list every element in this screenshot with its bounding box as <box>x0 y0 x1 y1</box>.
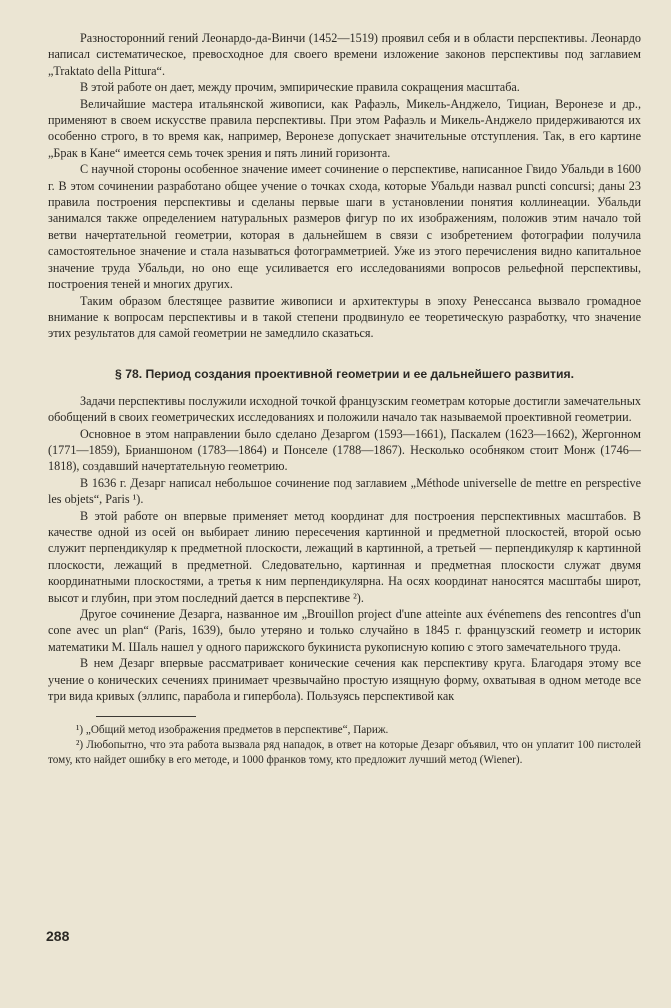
bottom-text-block <box>48 393 641 705</box>
footnote: ²) Любопытно, что эта работа вызвала ряд нападок, в ответ на которые Дезарг объявил, что он уплатит 100 пистолей тому, кто найдет ошибку в его методе, и 1000 франков тому, кто предложит лучший метод (Wiener). <box>48 739 641 767</box>
paragraph: Другое сочинение Дезарга, названное им „Brouillon project d'une atteinte aux événemens des rencontres d'un cone avec un plan“ (Paris, 1639), было утеряно и только случайно в 1845 г. французский геометр и историк математики М. Шаль нашел у одного парижского букиниста рукописную копию с этого замечательного труда. <box>48 607 641 654</box>
footnote: ¹) „Общий метод изображения предметов в перспективе“, Париж. <box>76 724 389 737</box>
paragraph: В этой работе он дает, между прочим, эмпирические правила сокращения масштаба. <box>80 80 520 95</box>
paragraph: С научной стороны особенное значение имеет сочинение о перспективе, написанное Гвидо Убальди в 1600 г. В этом сочинении разработано общее учение о точках схода, которые Убальди назвал puncti concursi; даны 23 правила построения перспективы и сделаны первые шаги в установлении понятия коллинеации. Убальди занимался также определением натуральных размеров фигур по их изображениям, положив этим начало той ветви начертательной геометрии, которая в дальнейшем в связи с изобретением фотографии получила самостоятельное значение и стала называться фотограмметрией. Уже из этого перечисления видно капитальное значение труда Убальди, но оно еще усиливается его исследованиями вопросов рельефной перспективы, построения теней и многих других. <box>48 162 641 292</box>
paragraph: В этой работе он впервые применяет метод координат для построения перспективных масштабов. В качестве одной из осей он выбирает линию пересечения картинной и предметной плоскостей, второй осью служит перпендикуляр к предметной плоскости, лежащий в картинной, а третьей — перпендикуляр к картинной плоскости, лежащий в предметной. Следовательно, картинная и предметная плоскости служат двумя координатными плоскостями, а третья к ним перпендикулярна. На осях координат наносятся масштабы широт, высот и глубин, при этом последний дается в перспективе ²). <box>48 508 641 605</box>
paragraph: В нем Дезарг впервые рассматривает конические сечения как перспективу круга. Благодаря этому все учение о конических сечениях принимает чрезвычайно простую изящную форму, охватывая в одном методе все три вида кривых (эллипс, парабола и гипербола). Пользуясь перспективой как <box>48 656 641 704</box>
paragraph: Величайшие мастера итальянской живописи, как Рафаэль, Микель-Анджело, Тициан, Веронезе и др., применяют в своем искусстве правила перспективы. При этом Рафаэль и Микель-Анджело придерживаются их особенно строго, в то время как, например, Веронезе допускает значительные отступления. Так, в его картине „Брак в Кане“ имеется семь точек зрения и пять линий горизонта. <box>48 96 641 160</box>
section-heading: § 78. Период создания проективной геометрии и ее дальнейшего развития. <box>115 366 574 381</box>
paragraph: Таким образом блестящее развитие живописи и архитектуры в эпоху Ренессанса вызвало громадное внимание к вопросам перспективы и в такой степени продвинуло ее теоретическую разработку, что значение этих результатов для самой геометрии не замедлило сказаться. <box>48 293 641 341</box>
footnotes <box>48 723 641 768</box>
paragraph: В 1636 г. Дезарг написал небольшое сочинение под заглавием „Méthode universelle de mettre en perspective les objets“, Paris ¹). <box>48 475 641 507</box>
paragraph: Задачи перспективы послужили исходной точкой французским геометрам которые достигли замечательных обобщений в своих геометрических исследованиях и положили начало так называемой проективной геометрии. <box>48 393 641 425</box>
paragraph: Разносторонний гений Леонардо-да-Винчи (1452—1519) проявил себя и в области перспективы. Леонардо написал систематическое, превосходное для своего времени изложение законов перспективы под заглавием „Traktato della Pittura“. <box>48 31 641 78</box>
top-text-block <box>48 30 641 342</box>
paragraph: Основное в этом направлении было сделано Дезаргом (1593—1661), Паскалем (1623—1662), Жергонном (1771—1859), Брианшоном (1783—1864) и Понселе (1788—1867). Несколько особняком стоит Монж (1746—1818), создавший начертательную геометрию. <box>48 426 641 474</box>
footnote-divider <box>96 716 196 717</box>
page-number: 288 <box>46 928 70 944</box>
